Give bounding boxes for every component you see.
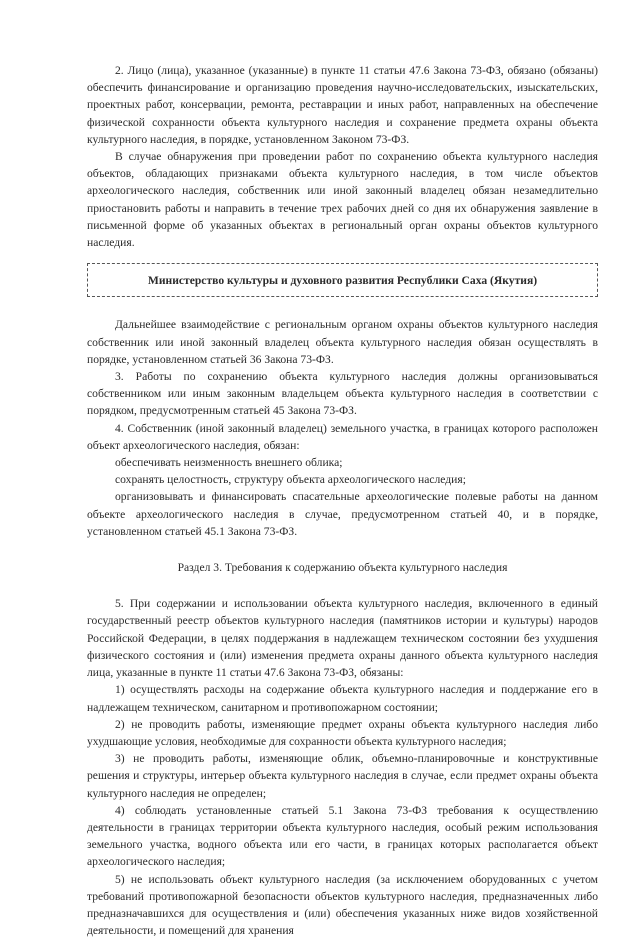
document-body bbox=[87, 62, 598, 939]
paragraph-interaction: Дальнейшее взаимодействие с региональным органом охраны объектов культурного наследия собственник или иной законный владелец объекта культурного наследия обязан осуществлять в порядке, установленном статьей 36 Закона 73-ФЗ. bbox=[87, 318, 598, 366]
paragraph-item-5-sub-3: 3) не проводить работы, изменяющие облик, объемно-планировочные и конструктивные решения и структуры, интерьер объекта культурного наследия в случае, если предмет охраны объекта культурного наследия не определен; bbox=[87, 752, 598, 800]
paragraph-item-4: 4. Собственник (иной законный владелец) земельного участка, в границах которого расположен объект археологического наследия, обязан: bbox=[87, 421, 598, 452]
paragraph-discovery: В случае обнаружения при проведении работ по сохранению объекта культурного наследия объектов, обладающих признаками объекта культурного наследия, в том числе объектов археологического наследия, собственник или иной законный владелец обязан незамедлительно приостановить работы и направить в течение трех рабочих дней со дня их обнаружения заявление в письменной форме об указанных объектах в региональный орган охраны объектов культурного наследия. bbox=[87, 150, 598, 250]
paragraph-item-5: 5. При содержании и использовании объекта культурного наследия, включенного в единый государственный реестр объектов культурного наследия (памятников истории и культуры) народов Российской Федерации, в целях поддержания в надлежащем техническом состоянии без ухудшения физического состояния и (или) изменения предмета охраны данного объекта культурного наследия лица, указанные в пункте 11 статьи 47.6 Закона 73-ФЗ, обязаны: bbox=[87, 597, 598, 680]
paragraph-item-5-sub-1: 1) осуществлять расходы на содержание объекта культурного наследия и поддержание его в надлежащем техническом, санитарном и противопожарном состоянии; bbox=[87, 683, 598, 714]
paragraph-item-5-sub-2: 2) не проводить работы, изменяющие предмет охраны объекта культурного наследия либо ухудшающие условия, необходимые для сохранности объекта культурного наследия; bbox=[87, 717, 598, 748]
paragraph-item-2: 2. Лицо (лица), указанное (указанные) в пункте 11 статьи 47.6 Закона 73-ФЗ, обязано (обязаны) обеспечить финансирование и организацию проведения научно-исследовательских, изыскательских, проектных работ, консервации, ремонта, реставрации и иных работ, направленных на обеспечение физической сохранности объекта культурного наследия и сохранение предмета охраны объекта культурного наследия, в порядке, установленном Законом 73-ФЗ. bbox=[87, 64, 598, 146]
paragraph-item-4-sub-2: сохранять целостность, структуру объекта археологического наследия; bbox=[115, 473, 466, 487]
paragraph-item-3: 3. Работы по сохранению объекта культурного наследия должны организовываться собственником или иным законным владельцем объекта культурного наследия в соответствии с порядком, предусмотренным статьей 45 Закона 73-ФЗ. bbox=[87, 370, 598, 418]
paragraph-item-5-sub-4: 4) соблюдать установленные статьей 5.1 Закона 73-ФЗ требования к осуществлению деятельности в границах территории объекта культурного наследия, особый режим использования земельного участка, водного объекта или его части, в границах которых располагается объект археологического наследия; bbox=[87, 803, 598, 869]
paragraph-item-5-sub-5: 5) не использовать объект культурного наследия (за исключением оборудованных с учетом требований противопожарной безопасности объектов культурного наследия, предназначенных либо предназначавшихся для осуществления и (или) обеспечения указанных ниже видов хозяйственной деятельности, и помещений для хранения bbox=[87, 872, 598, 938]
ministry-stamp-heading: Министерство культуры и духовного развития Республики Саха (Якутия) bbox=[87, 263, 598, 297]
paragraph-item-4-sub-3: организовывать и финансировать спасательные археологические полевые работы на данном объекте археологического наследия в случае, предусмотренном статьей 40, и в порядке, установленном статьей 45.1 Закона 73-ФЗ. bbox=[87, 490, 598, 538]
paragraph-item-4-sub-1: обеспечивать неизменность внешнего облика; bbox=[115, 456, 343, 470]
section-3-title: Раздел 3. Требования к содержанию объекта культурного наследия bbox=[177, 561, 508, 575]
